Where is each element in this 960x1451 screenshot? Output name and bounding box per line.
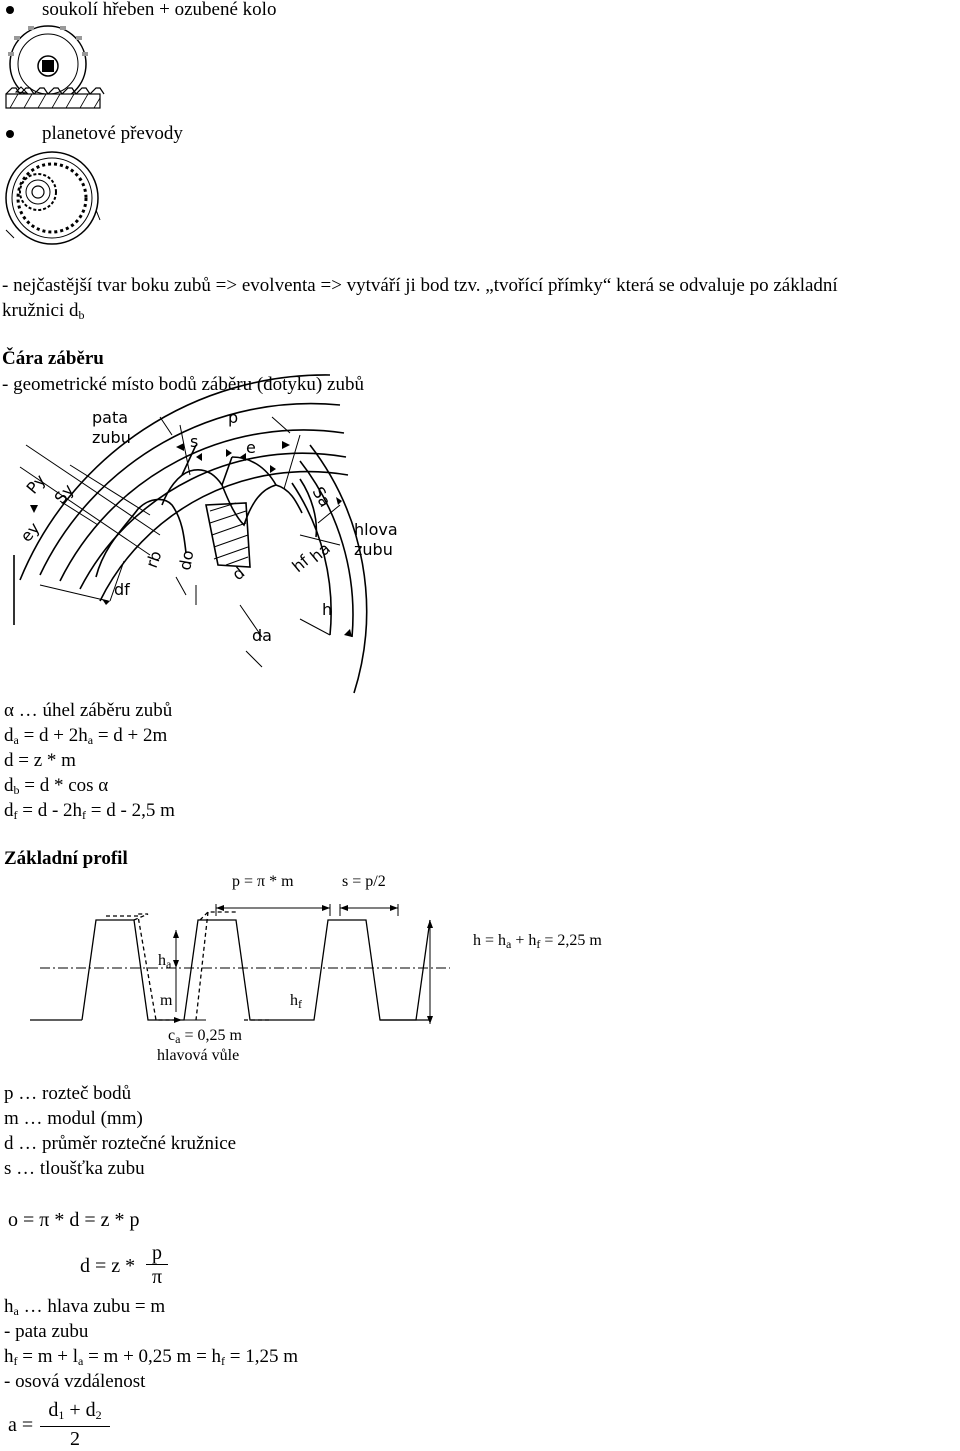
osova-vzdalenost: - osová vzdálenost xyxy=(4,1371,146,1392)
hlava-zubu xyxy=(4,1296,165,1319)
gear-tooth-diagram xyxy=(0,405,420,695)
text-part: h xyxy=(4,1296,14,1317)
pata-zubu: - pata zubu xyxy=(4,1321,89,1342)
text-part: = d * cos α xyxy=(19,775,109,796)
label-s: s xyxy=(190,432,199,451)
subscript: a xyxy=(87,733,94,747)
profil-p-equation: p = π * m xyxy=(232,873,294,890)
bullet-item-planetove: planetové převody xyxy=(42,123,183,144)
text-part: = m + l xyxy=(17,1346,78,1367)
label-hf: hf xyxy=(288,551,313,577)
subscript: a xyxy=(166,957,172,971)
evolventa-line-2-text: kružnici d xyxy=(2,300,79,321)
label-e: e xyxy=(246,438,256,457)
fraction-denominator: π xyxy=(151,1266,163,1288)
subscript: b xyxy=(78,308,85,322)
equation-d-fraction xyxy=(146,1242,168,1289)
label-h: h xyxy=(322,600,333,619)
profil-ha-label xyxy=(158,952,171,972)
text-part: h xyxy=(158,952,166,969)
subscript: f xyxy=(536,937,541,951)
formula-df xyxy=(4,800,175,823)
formula-d: d = z * m xyxy=(4,750,76,771)
definition-s: s … tloušťka zubu xyxy=(4,1158,145,1179)
equation-hf xyxy=(4,1346,298,1369)
subscript: a xyxy=(13,1304,19,1318)
label-hlova: hlova xyxy=(354,520,398,539)
evolventa-line-1: - nejčastější tvar boku zubů => evolventa => vytváří ji bod tzv. „tvořící přímky“ která se odvaluje po základní xyxy=(2,275,838,296)
text-part: d xyxy=(4,775,14,796)
equation-o: o = π * d = z * p xyxy=(8,1209,140,1231)
text-part: … hlava zubu = m xyxy=(18,1296,166,1317)
equation-a-fraction xyxy=(40,1399,110,1451)
text-part: h = h xyxy=(473,932,507,949)
text-part: = 0,25 m xyxy=(180,1027,242,1044)
subscript: 2 xyxy=(95,1408,102,1422)
profil-vule-label: hlavová vůle xyxy=(157,1047,240,1064)
profil-m-label: m xyxy=(160,992,173,1009)
label-zubu: zubu xyxy=(92,428,131,447)
section-heading-cara-zaberu: Čára záběru xyxy=(2,348,104,369)
formula-alpha: α … úhel záběru zubů xyxy=(4,700,173,721)
rack-and-gear-picture xyxy=(2,22,112,114)
subscript: f xyxy=(13,1354,18,1368)
bullet-item-soukoli: soukolí hřeben + ozubené kolo xyxy=(42,0,277,20)
subscript: b xyxy=(13,783,20,797)
text-part: = m + 0,25 m = h xyxy=(83,1346,222,1367)
text-part: = d + 2h xyxy=(18,725,88,746)
subscript: a xyxy=(13,733,19,747)
formula-da xyxy=(4,725,167,748)
subscript: f xyxy=(82,808,87,822)
equation-a-left: a = xyxy=(8,1414,34,1436)
definition-d: d … průměr roztečné kružnice xyxy=(4,1133,237,1154)
profil-ca-label xyxy=(168,1027,242,1047)
text-part: h xyxy=(290,992,298,1009)
text-part: d xyxy=(4,800,14,821)
planetary-gear-picture xyxy=(4,150,104,250)
text-part: c xyxy=(168,1027,176,1044)
text-part: = d - 2h xyxy=(17,800,83,821)
equation-d-left: d = z * xyxy=(80,1255,136,1277)
subscript: a xyxy=(506,937,512,951)
fraction-denominator: 2 xyxy=(70,1428,80,1450)
label-df: df xyxy=(114,580,130,599)
bullet-dot xyxy=(6,130,14,138)
basic-rack-profile-diagram xyxy=(30,900,490,1030)
evolventa-line-2 xyxy=(2,300,85,323)
label-zubu-2: zubu xyxy=(354,540,393,559)
text-part: + d xyxy=(64,1399,96,1421)
subscript: f xyxy=(298,997,302,1011)
label-do: do xyxy=(175,548,198,572)
text-part: = d + 2m xyxy=(93,725,168,746)
subscript: a xyxy=(78,1354,84,1368)
label-ey: ey xyxy=(16,518,44,546)
profil-s-equation: s = p/2 xyxy=(342,873,386,890)
fraction-numerator xyxy=(40,1399,110,1426)
subscript: f xyxy=(221,1354,226,1368)
text-part: = 1,25 m xyxy=(225,1346,299,1367)
subscript: a xyxy=(175,1032,181,1046)
label-ha: ha xyxy=(306,538,334,567)
text-part: h xyxy=(4,1346,14,1367)
definition-p: p … rozteč bodů xyxy=(4,1083,132,1104)
label-py: Py xyxy=(22,470,50,498)
cara-zaberu-text: - geometrické místo bodů záběru (dotyku) zubů xyxy=(2,374,364,395)
profil-hf-label xyxy=(290,992,302,1012)
label-sa: Sa xyxy=(308,483,335,511)
subscript: 1 xyxy=(58,1408,65,1422)
label-da: da xyxy=(252,626,272,645)
definition-m: m … modul (mm) xyxy=(4,1108,143,1129)
subscript: f xyxy=(13,808,18,822)
text-part: d xyxy=(4,725,14,746)
formula-db xyxy=(4,775,108,798)
label-rb: rb xyxy=(141,548,166,571)
label-pata: pata xyxy=(92,408,129,427)
label-d: d xyxy=(228,562,249,585)
section-heading-zakladni-profil: Základní profil xyxy=(4,848,128,869)
label-p: p xyxy=(228,408,239,427)
text-part: d xyxy=(48,1399,59,1421)
text-part: = 2,25 m xyxy=(540,932,602,949)
label-sy: Sy xyxy=(50,480,78,508)
text-part: + h xyxy=(511,932,537,949)
bullet-dot xyxy=(6,6,14,14)
text-part: = d - 2,5 m xyxy=(86,800,175,821)
profil-h-equation xyxy=(473,932,602,952)
fraction-numerator: p xyxy=(152,1242,162,1264)
